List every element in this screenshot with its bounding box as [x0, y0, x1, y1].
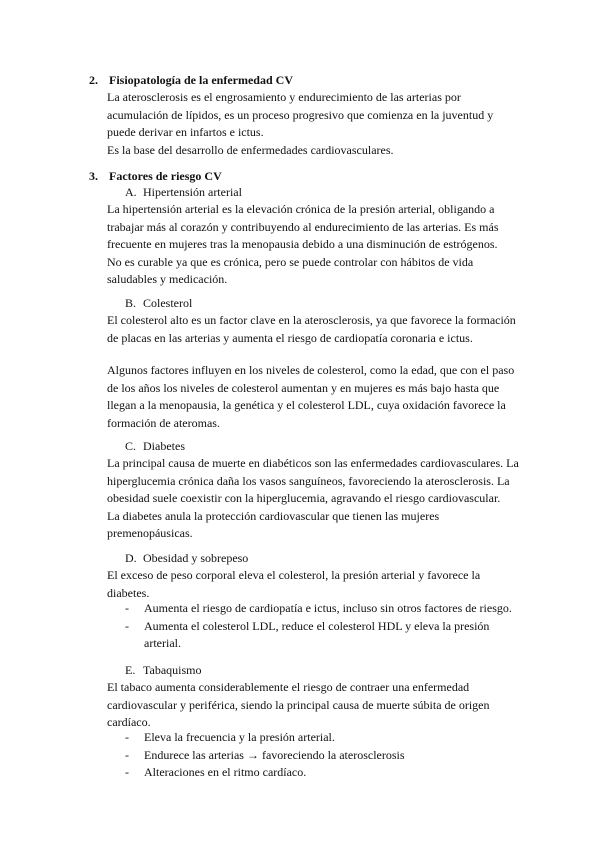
subheading-title: Colesterol [143, 296, 193, 310]
section-title: Factores de riesgo CV [109, 169, 222, 183]
subheading-tabaquismo [125, 662, 201, 680]
subheading-letter: E. [125, 663, 136, 677]
obesidad-bullet-list [125, 600, 525, 653]
subheading-letter: C. [125, 439, 137, 453]
text-line: puede derivar en infartos e ictus. [107, 125, 264, 139]
obesidad-paragraph [107, 567, 532, 602]
list-item-text: Alteraciones en el ritmo cardíaco. [144, 765, 307, 779]
text-line: No es curable ya que es crónica, pero se puede controlar con hábitos de vida [107, 254, 474, 269]
subheading-letter: D. [125, 551, 137, 565]
list-item-text: Aumenta el colesterol LDL, reduce el colesterol HDL y eleva la presión [144, 618, 490, 633]
tabaquismo-paragraph [107, 679, 532, 732]
text-line: cardiovascular y periférica, siendo la principal causa de muerte súbita de origen [107, 697, 490, 712]
colesterol-paragraph-1 [107, 312, 532, 347]
text-line: Algunos factores influyen en los niveles de colesterol, como la edad, que con el paso [107, 363, 515, 377]
bullet-dash: - [125, 747, 129, 762]
text-line: obesidad suele coexistir con la hiperglucemia, agravando el riesgo cardiovascular. [107, 491, 501, 505]
bullet-dash: - [125, 730, 129, 744]
diabetes-paragraph [107, 455, 532, 543]
section-title: Fisiopatología de la enfermedad CV [109, 73, 293, 87]
bullet-dash: - [125, 601, 129, 615]
list-item [125, 729, 525, 747]
text-line: Es la base del desarrollo de enfermedades cardiovasculares. [107, 142, 394, 157]
bullet-dash: - [125, 765, 129, 779]
text-line: premenopáusicas. [107, 526, 193, 540]
section-heading-factores-riesgo [89, 168, 222, 186]
subheading-letter: B. [125, 296, 137, 310]
text-line: cardíaco. [107, 715, 151, 729]
subheading-letter: A. [125, 185, 137, 199]
subheading-obesidad [125, 550, 248, 568]
hipertension-paragraph [107, 201, 532, 289]
text-line: La principal causa de muerte en diabéticos son las enfermedades cardiovasculares. La [107, 456, 519, 470]
colesterol-paragraph-2 [107, 362, 532, 432]
text-line: El tabaco aumenta considerablemente el riesgo de contraer una enfermedad [107, 680, 470, 694]
text-line: acumulación de lípidos, es un proceso progresivo que comienza en la juventud y [107, 107, 494, 122]
text-line: El exceso de peso corporal eleva el colesterol, la presión arterial y favorece la [107, 568, 481, 582]
subheading-title: Obesidad y sobrepeso [143, 551, 249, 565]
text-line: El colesterol alto es un factor clave en la aterosclerosis, ya que favorece la formación [107, 313, 516, 327]
text-line: La hipertensión arterial es la elevación crónica de la presión arterial, obligando a [107, 202, 495, 216]
list-item [125, 600, 525, 618]
subheading-title: Hipertensión arterial [143, 185, 242, 199]
text-line: hiperglucemia crónica daña los vasos sanguíneos, favoreciendo la aterosclerosis. La [107, 473, 510, 488]
text-line: diabetes. [107, 585, 150, 600]
list-item [125, 764, 525, 782]
text-line: llegan a la menopausia, la genética y el colesterol LDL, cuya oxidación favorece la [107, 398, 506, 412]
subheading-colesterol [125, 295, 192, 313]
tabaquismo-bullet-list [125, 729, 525, 782]
list-item-text: arterial. [144, 636, 181, 650]
subheading-diabetes [125, 438, 185, 456]
list-item [125, 618, 525, 653]
text-line: La aterosclerosis es el engrosamiento y endurecimiento de las arterias por [107, 90, 461, 104]
text-line: La diabetes anula la protección cardiovascular que tienen las mujeres [107, 508, 440, 523]
subheading-hipertension [125, 184, 242, 202]
fisiopatologia-paragraph [107, 89, 532, 159]
subheading-title: Tabaquismo [143, 663, 202, 677]
section-number: 3. [89, 169, 98, 183]
list-item-text: Aumenta el riesgo de cardiopatía e ictus, incluso sin otros factores de riesgo. [144, 601, 512, 615]
text-line: de placas en las arterias y aumenta el riesgo de cardiopatía coronaria e ictus. [107, 330, 473, 345]
subheading-title: Diabetes [143, 439, 185, 453]
section-number: 2. [89, 73, 98, 87]
text-line: saludables y medicación. [107, 272, 228, 286]
text-line: formación de ateromas. [107, 415, 220, 430]
bullet-dash: - [125, 618, 129, 633]
text-line: trabajar más al corazón y contribuyendo al endurecimiento de las arterias. Es más [107, 219, 499, 234]
list-item-text: Endurece las arterias → favoreciendo la aterosclerosis [144, 747, 405, 762]
list-item-text: Eleva la frecuencia y la presión arterial. [144, 730, 335, 744]
list-item [125, 747, 525, 765]
text-line: de los años los niveles de colesterol aumentan y en mujeres es más bajo hasta que [107, 380, 500, 395]
section-heading-fisiopatologia [89, 72, 293, 90]
text-line: frecuente en mujeres tras la menopausia debido a una disminución de estrógenos. [107, 237, 498, 251]
